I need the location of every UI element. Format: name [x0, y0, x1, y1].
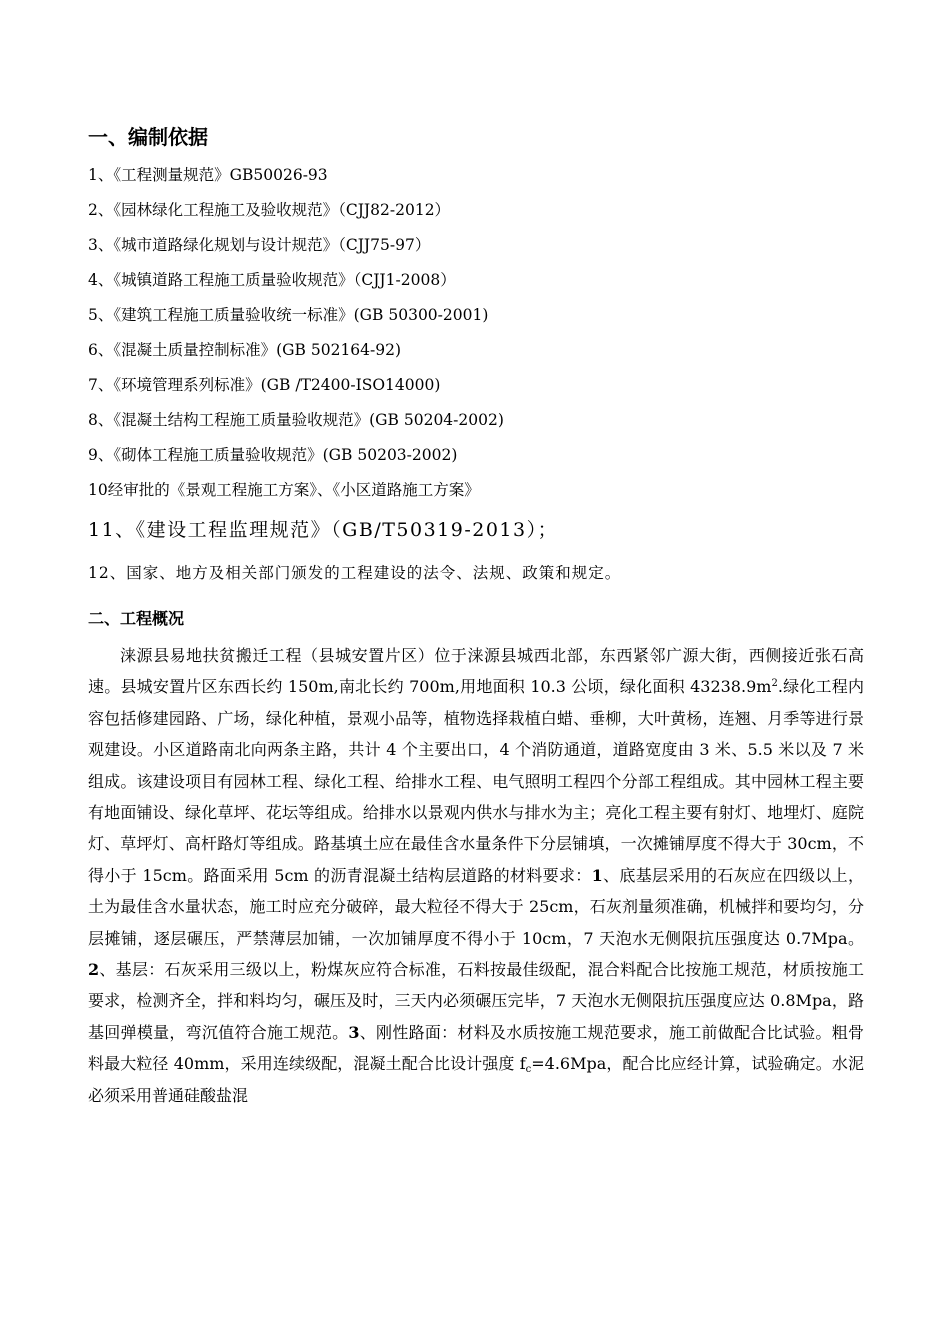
reference-item: 9、《砌体工程施工质量验收规范》(GB 50203-2002): [88, 446, 458, 464]
bold-number: 3: [348, 1022, 360, 1042]
overview-text: =4.6Mpa，配合比应经计算，试验确定。水泥必须采用普通硅酸盐混: [88, 1054, 864, 1105]
bold-number: 1: [591, 865, 603, 885]
subscript-index: c: [525, 1064, 532, 1076]
reference-item: 2、《园林绿化工程施工及验收规范》（CJJ82-2012）: [88, 201, 451, 219]
reference-item: 6、《混凝土质量控制标准》(GB 502164-92): [88, 341, 402, 359]
reference-item: 10经审批的《景观工程施工方案》、《小区道路施工方案》: [88, 481, 480, 499]
overview-paragraph: [88, 640, 864, 1111]
section-heading-basis: 一、编制依据: [88, 125, 208, 149]
reference-item: 11、《建设工程监理规范》（GB/T50319-2013）；: [88, 519, 559, 541]
superscript-exponent: 2: [771, 678, 778, 690]
reference-item: 7、《环境管理系列标准》(GB /T2400-ISO14000): [88, 376, 441, 394]
reference-item: 5、《建筑工程施工质量验收统一标准》(GB 50300-2001): [88, 306, 489, 324]
overview-text: 、刚性路面：材料及水质按施工规范要求，施工前做配合比试验。粗骨料最大粒径 40mm，采用连续级配，混凝土配合比设计强度 f: [88, 1022, 864, 1074]
reference-list: [88, 162, 868, 595]
bold-number: 2: [88, 960, 100, 980]
reference-item: 3、《城市道路绿化规划与设计规范》（CJJ75-97）: [88, 236, 431, 254]
section-heading-overview: 二、工程概况: [88, 609, 185, 628]
reference-item: 4、《城镇道路工程施工质量验收规范》（CJJ1-2008）: [88, 271, 456, 289]
overview-text: 、底基层采用的石灰应在四级以上，土为最佳含水量状态，施工时应充分破碎，最大粒径不得大于 25cm，石灰剂量须准确，机械拌和要均匀，分层摊铺，逐层碾压，严禁薄层加铺，一次加铺厚度不得小于 10cm，7 天泡水无侧限抗压强度达 0.7Mpa。: [88, 865, 864, 948]
reference-item: 1、《工程测量规范》GB50026-93: [88, 166, 328, 184]
overview-text: 、基层：石灰采用三级以上，粉煤灰应符合标准，石料按最佳级配，混合料配合比按施工规范，材质按施工要求，检测齐全，拌和料均匀，碾压及时，三天内必须碾压完毕，7 天泡水无侧限抗压强度应达 0.8Mpa，路基回弹模量，弯沉值符合施工规范。: [88, 960, 864, 1042]
reference-item: 8、《混凝土结构工程施工质量验收规范》(GB 50204-2002): [88, 411, 504, 429]
overview-text: 涞源县易地扶贫搬迁工程（县城安置片区）位于涞源县城西北部，东西紧邻广源大街，西侧接近张石高速。县城安置片区东西长约 150m,南北长约 700m,用地面积 10.3 公顷，绿化面积 43238.9m: [88, 646, 864, 697]
overview-text: .绿化工程内容包括修建园路、广场，绿化种植，景观小品等，植物选择栽植白蜡、垂柳，大叶黄杨，连翘、月季等进行景观建设。小区道路南北向两条主路，共计 4 个主要出口，4 个消防通道，道路宽度由 3 米、5.5 米以及 7 米组成。该建设项目有园林工程、绿化工程、给排水工程、电气照明工程四个分部工程组成。其中园林工程主要有地面铺设、绿化草坪、花坛等组成。给排水以景观内供水与排水为主；亮化工程主要有射灯、地埋灯、庭院灯、草坪灯、高杆路灯等组成。路基填土应在最佳含水量条件下分层铺填，一次摊铺厚度不得大于 30cm，不得小于 15cm。路面采用 5cm 的沥青混凝土结构层道路的材料要求：: [88, 677, 864, 885]
reference-item: 12、国家、地方及相关部门颁发的工程建设的法令、法规、政策和规定。: [88, 564, 622, 582]
